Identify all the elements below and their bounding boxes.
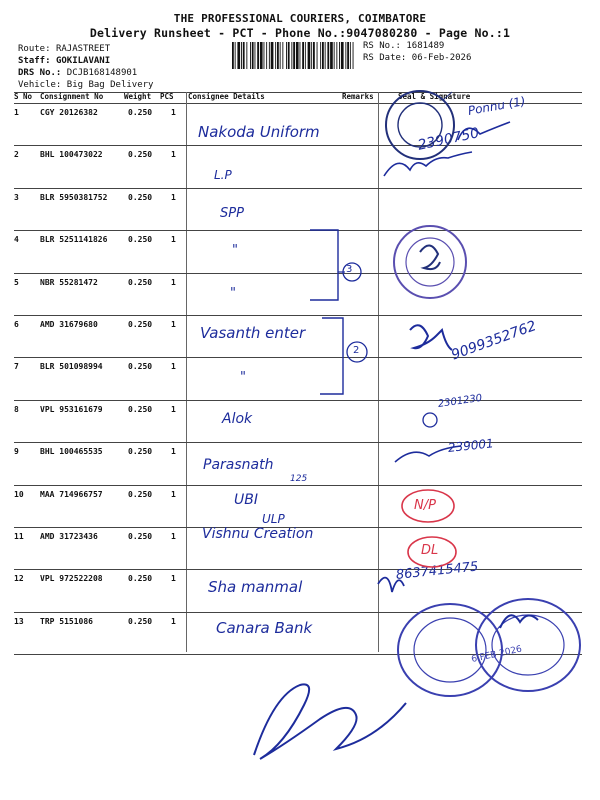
row-consignment-number: BHL 100473022 — [40, 150, 103, 160]
signature-row-1 — [458, 122, 510, 140]
vehicle-label: Vehicle: — [18, 80, 62, 90]
row-consignment-number: BLR 501098994 — [40, 362, 103, 372]
row-consignee-name: Parasnath — [203, 457, 274, 474]
column-header-signature: Seal & Signature — [398, 92, 471, 101]
row-signature-text: 239001 — [447, 436, 495, 456]
row-weight: 0.250 — [128, 150, 153, 160]
rs-number-value: 1681489 — [406, 41, 445, 51]
row-weight: 0.250 — [128, 108, 153, 117]
row-consignee-name: Sha manmal — [208, 578, 303, 597]
column-header-consignee: Consignee Details — [188, 92, 265, 101]
row-consignee-name: Vasanth enter — [200, 324, 306, 342]
row-pieces: 1 — [171, 489, 176, 499]
signature-row-2 — [384, 152, 472, 176]
row-consignee-name: L.P — [214, 168, 232, 183]
row-weight: 0.250 — [128, 235, 153, 245]
np-mark: N/P — [414, 498, 436, 513]
row-pieces: 1 — [171, 235, 176, 245]
row-consignment-number: AMD 31679680 — [40, 320, 98, 329]
row-pieces: 1 — [171, 150, 176, 160]
seal-stamp-1-mark — [443, 92, 452, 100]
bank-stamp-date: 6 FEB 2026 — [470, 644, 523, 665]
row-weight: 0.250 — [128, 574, 153, 584]
drs-label: DRS No.: — [18, 68, 62, 78]
row-weight: 0.250 — [128, 616, 153, 626]
row-pieces: 1 — [171, 404, 176, 414]
row-serial-number: 11 — [14, 532, 24, 541]
row-consignment-number: BLR 5950381752 — [40, 192, 108, 202]
row-weight: 0.250 — [128, 277, 153, 287]
row-signature-text: 2301230 — [437, 392, 483, 410]
row-serial-number: 9 — [14, 447, 19, 457]
row-weight: 0.250 — [128, 532, 153, 541]
row-consignee-name: Vishnu Creation — [202, 526, 314, 542]
row-consignee-name: SPP — [220, 205, 244, 221]
row-consignee-name: " — [232, 243, 238, 259]
row-pieces: 1 — [171, 277, 176, 287]
column-header-sno: S No — [14, 92, 33, 101]
row-consignment-number: MAA 714966757 — [40, 489, 103, 499]
route-label: Route: — [18, 44, 51, 54]
row-consignment-number: BLR 5251141826 — [40, 235, 108, 245]
row-signature-text: 9099352762 — [449, 318, 539, 364]
column-header-remarks: Remarks — [342, 92, 374, 101]
row-consignment-number: NBR 55281472 — [40, 277, 98, 287]
runsheet-subtitle: Delivery Runsheet - PCT - Phone No.:9047080280 - Page No.:1 — [89, 26, 511, 40]
row-consignment-number: CGY 20126382 — [40, 108, 98, 117]
bracket-label-3: 3 — [346, 264, 353, 275]
column-header-pcs: PCS — [160, 92, 174, 101]
row-weight: 0.250 — [128, 320, 153, 329]
row-consignment-number: VPL 972522208 — [40, 574, 103, 584]
row-weight: 0.250 — [128, 362, 153, 372]
rs-date-value: 06-Feb-2026 — [411, 53, 472, 63]
row-serial-number: 12 — [14, 574, 24, 584]
signature-row-6 — [410, 325, 452, 350]
drs-value: DCJB168148901 — [66, 68, 138, 78]
row-pieces: 1 — [171, 616, 176, 626]
signature-row-8-circle — [423, 413, 437, 427]
row-pieces: 1 — [171, 362, 176, 372]
row-serial-number: 1 — [14, 108, 19, 117]
row-serial-number: 8 — [14, 404, 19, 414]
row-consignee-name: Canara Bank — [216, 618, 313, 637]
row-pieces: 1 — [171, 320, 176, 329]
route-value: RAJASTREET — [55, 44, 111, 54]
bracket-label-2: 2 — [353, 345, 360, 356]
bracket-rows-3-5 — [310, 230, 338, 300]
rs-number-label: RS No.: — [363, 41, 401, 51]
signature-row-12 — [378, 578, 404, 592]
row-pieces: 1 — [171, 574, 176, 584]
row-serial-number: 5 — [14, 277, 19, 287]
column-header-consignment: Consignment No — [40, 92, 104, 101]
row-serial-number: 6 — [14, 320, 19, 329]
row-weight: 0.250 — [128, 404, 153, 414]
note-125: 125 — [290, 474, 308, 484]
company-title: THE PROFESSIONAL COURIERS, COIMBATORE — [173, 12, 427, 25]
row-pieces: 1 — [171, 192, 176, 202]
seal-stamp-1-inner — [398, 103, 442, 147]
row-serial-number: 2 — [14, 150, 19, 160]
row-signature-text: 2390750 — [416, 125, 481, 155]
bracket-rows-6-7 — [320, 318, 343, 394]
row-serial-number: 3 — [14, 192, 19, 202]
row-serial-number: 10 — [14, 489, 24, 499]
note-ulp: ULP — [262, 512, 285, 526]
rs-date-label: RS Date: — [363, 53, 407, 63]
row-consignment-number: TRP 5151086 — [40, 616, 93, 626]
seal-stamp-2-signature — [420, 245, 440, 269]
runsheet-signature — [254, 684, 406, 759]
vehicle-value: Big Bag Delivery — [66, 80, 154, 90]
row-consignment-number: AMD 31723436 — [40, 532, 98, 541]
row-consignee-name: " — [240, 370, 246, 386]
row-consignee-name: Nakoda Uniform — [198, 123, 320, 141]
signature-row-9 — [395, 446, 461, 462]
staff-label: Staff: — [18, 56, 51, 66]
row-consignment-number: BHL 100465535 — [40, 447, 103, 457]
row-consignee-name: Alok — [222, 410, 253, 427]
row-pieces: 1 — [171, 447, 176, 457]
row-signature-text: 8637415475 — [395, 559, 480, 584]
row-consignment-number: VPL 953161679 — [40, 404, 103, 414]
seal-stamp-1 — [386, 91, 454, 159]
row-pieces: 1 — [171, 532, 176, 541]
row-weight: 0.250 — [128, 192, 153, 202]
row-consignee-name: " — [230, 285, 236, 301]
row-pieces: 1 — [171, 108, 176, 117]
row-serial-number: 7 — [14, 362, 19, 372]
seal-stamp-2 — [394, 226, 466, 298]
row-consignee-name: UBI — [234, 491, 258, 508]
column-header-weight: Weight — [124, 92, 152, 101]
row-serial-number: 4 — [14, 235, 19, 245]
row-serial-number: 13 — [14, 616, 24, 626]
row-signature-text: Ponnu (1) — [466, 93, 527, 118]
staff-value: GOKILAVANI — [55, 56, 111, 66]
bank-stamp-left-inner — [414, 618, 486, 682]
row-weight: 0.250 — [128, 447, 153, 457]
row-weight: 0.250 — [128, 489, 153, 499]
dl-mark: DL — [421, 543, 439, 558]
